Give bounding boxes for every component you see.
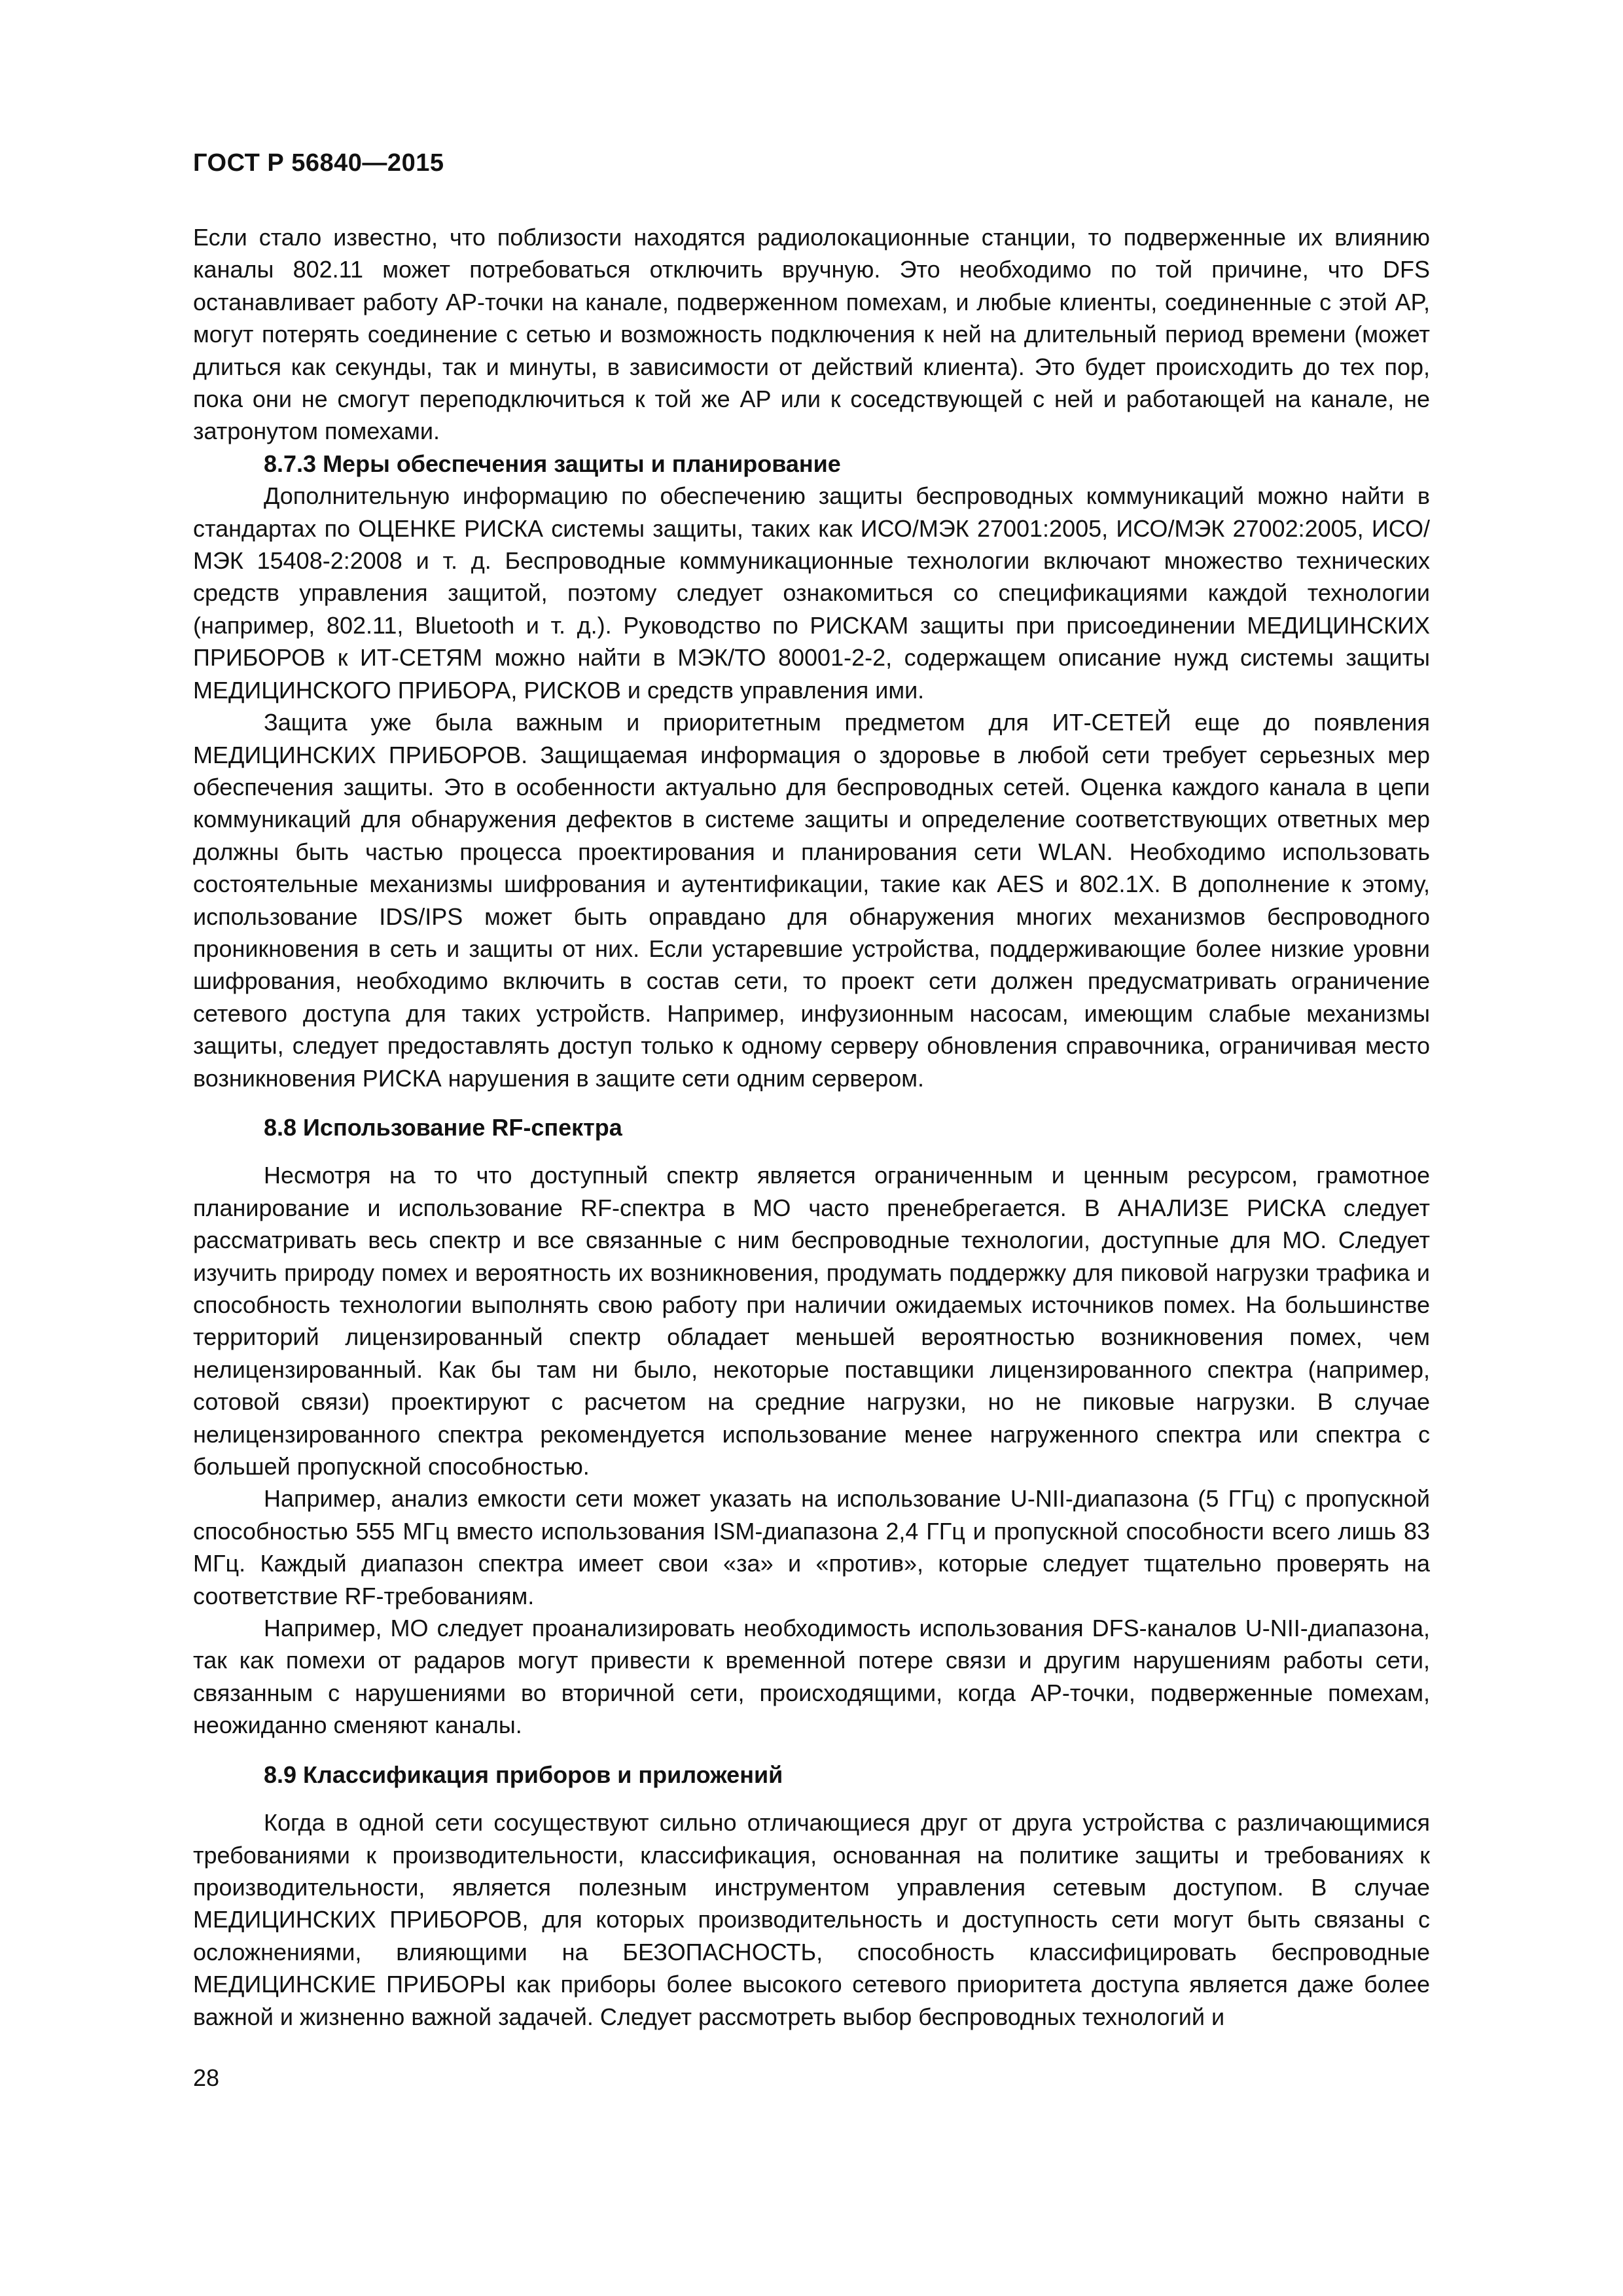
paragraph-rf-spectrum: Несмотря на то что доступный спектр является ограниченным и ценным ресурсом, грамотное планирование и использование RF-спектра в МО часто пренебрегается. В АНАЛИЗЕ РИСКА следует рассматривать весь спектр и все связанные с ним беспроводные технологии, доступные для МО. Следует изучить природу помех и вероятность их возникновения, продумать поддержку для пиковой нагрузки трафика и способность технологии выполнять свою работу при наличии ожидаемых источников помех. На большинстве территорий лицензированный спектр обладает меньшей вероятностью возникновения помех, чем нелицензированный. Как бы там ни было, некоторые поставщики лицензированного спектра (например, сотовой связи) проектируют с расчетом на средние нагрузки, но не пиковые нагрузки. В случае нелицензированного спектра рекомендуется использование менее нагруженного спектра или спектра с большей пропускной способностью.	[193, 1162, 1430, 1480]
paragraph-security-standards: Дополнительную информацию по обеспечению защиты беспроводных коммуникаций можно найти в стандартах по ОЦЕНКЕ РИСКА системы защиты, таких как ИСО/МЭК 27001:2005, ИСО/МЭК 27002:2005, ИСО/МЭК 15408-2:2008 и т. д. Беспроводные коммуникационные технологии включают множество технических средств управления защитой, поэтому следует ознакомиться со спецификациями каждой технологии (например, 802.11, Bluetooth и т. д.). Руководство по РИСКАМ защиты при присоединении МЕДИЦИНСКИХ ПРИБОРОВ к ИТ-СЕТЯМ можно найти в МЭК/ТО 80001-2-2, содержащем описание нужд системы защиты МЕДИЦИНСКОГО ПРИБОРА, РИСКОВ и средств управления ими.	[193, 482, 1430, 704]
page-number: 28	[193, 2064, 220, 2091]
paragraph-capacity-analysis: Например, анализ емкости сети может указать на использование U-NII-диапазона (5 ГГц) с пропускной способностью 555 МГц вместо использования ISM-диапазона 2,4 ГГц и пропускной способности всего лишь 83 МГц. Каждый диапазон спектра имеет свои «за» и «против», которые следует тщательно проверять на соответствие RF-требованиям.	[193, 1485, 1430, 1609]
section-heading-8-8: 8.8 Использование RF-спектра	[264, 1113, 622, 1141]
section-heading-8-7-3: 8.7.3 Меры обеспечения защиты и планирование	[264, 450, 841, 477]
paragraph-dfs-unii: Например, МО следует проанализировать необходимость использования DFS-каналов U-NII-диапазона, так как помехи от радаров могут привести к временной потере связи и другим нарушениям работы сети, связанным с нарушениями во вторичной сети, происходящими, когда AP-точки, подверженные помехам, неожиданно сменяют каналы.	[193, 1615, 1430, 1739]
paragraph-network-protection: Защита уже была важным и приоритетным предметом для ИТ-СЕТЕЙ еще до появления МЕДИЦИНСКИХ ПРИБОРОВ. Защищаемая информация о здоровье в любой сети требует серьезных мер обеспечения защиты. Это в особенности актуально для беспроводных сетей. Оценка каждого канала в цепи коммуникаций для обнаружения дефектов в системе защиты и определение соответствующих ответных мер должны быть частью процесса проектирования и планирования сети WLAN. Необходимо использовать состоятельные механизмы шифрования и аутентификации, такие как AES и 802.1X. В дополнение к этому, использование IDS/IPS может быть оправдано для обнаружения многих механизмов беспроводного проникновения в сеть и защиты от них. Если устаревшие устройства, поддерживающие более низкие уровни шифрования, необходимо включить в состав сети, то проект сети должен предусматривать ограничение сетевого доступа для таких устройств. Например, инфузионным насосам, имеющим слабые механизмы защиты, следует предоставлять доступ только к одному серверу обновления справочника, ограничивая место возникновения РИСКА нарушения в защите сети одним сервером.	[193, 709, 1430, 1092]
paragraph-dfs-channels: Если стало известно, что поблизости находятся радиолокационные станции, то подверженные их влиянию каналы 802.11 может потребоваться отключить вручную. Это необходимо по той причине, что DFS останавливает работу AP-точки на канале, подверженном помехам, и любые клиенты, соединенные с этой AP, могут потерять соединение с сетью и возможность подключения к ней на длительный период времени (может длиться как секунды, так и минуты, в зависимости от действий клиента). Это будет происходить до тех пор, пока они не смогут переподключиться к той же AP или к соседствующей с ней и работающей на канале, не затронутом помехами.	[193, 224, 1430, 445]
document-body	[193, 221, 1430, 2033]
document-id-header: ГОСТ Р 56840—2015	[193, 149, 444, 177]
section-heading-8-9: 8.9 Классификация приборов и приложений	[264, 1761, 783, 1788]
paragraph-device-classification: Когда в одной сети сосуществуют сильно отличающиеся друг от друга устройства с различающимися требованиями к производительности, классификация, основанная на политике защиты и требованиях к производительности, является полезным инструментом управления сетевым доступом. В случае МЕДИЦИНСКИХ ПРИБОРОВ, для которых производительность и доступность сети могут быть связаны с осложнениями, влияющими на БЕЗОПАСНОСТЬ, способность классифицировать беспроводные МЕДИЦИНСКИЕ ПРИБОРЫ как приборы более высокого сетевого приоритета доступа является даже более важной и жизненно важной задачей. Следует рассмотреть выбор беспроводных технологий и	[193, 1809, 1430, 2030]
